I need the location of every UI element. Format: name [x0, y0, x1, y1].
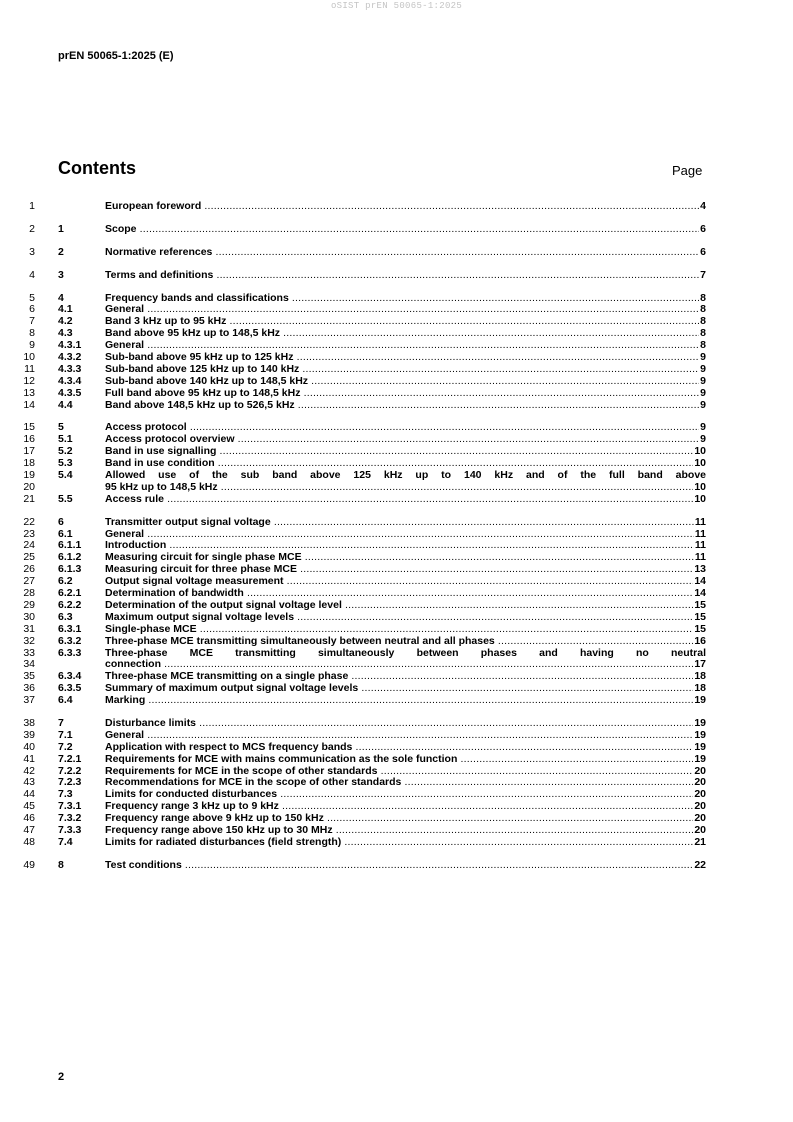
toc-entry[interactable]	[0, 730, 793, 742]
toc-entry[interactable]	[0, 766, 793, 778]
section-number: 6.3.3	[58, 646, 82, 659]
line-number: 34	[23, 658, 35, 671]
page-reference: 6	[700, 222, 706, 235]
page-reference: 10	[694, 457, 706, 470]
document-id: prEN 50065-1:2025 (E)	[58, 50, 174, 62]
toc-entry[interactable]	[0, 316, 793, 328]
section-title: Introduction .....	[105, 540, 706, 552]
section-title: Three-phase MCE transmitting simultaneously between phases and having no neutral	[105, 646, 706, 659]
section-title: Frequency bands and classifications .....	[105, 293, 706, 305]
line-number: 15	[23, 421, 35, 434]
page-reference: 4	[700, 200, 706, 212]
section-number: 4.4	[58, 398, 73, 411]
section-title: Measuring circuit for three phase MCE .....	[105, 564, 706, 576]
section-title: Band in use condition .....	[105, 458, 706, 470]
page-reference: 19	[694, 716, 706, 729]
section-title: Scope .....	[105, 224, 706, 236]
section-number: 6.1.2	[58, 551, 82, 564]
toc-entry[interactable]	[0, 328, 793, 340]
page-reference: 9	[700, 351, 706, 364]
toc-entry[interactable]	[0, 648, 793, 660]
toc-entry[interactable]	[0, 224, 793, 236]
toc-entry[interactable]	[0, 742, 793, 754]
section-number: 7.2	[58, 740, 73, 753]
line-number: 28	[23, 587, 35, 600]
section-title: Sub-band above 125 kHz up to 140 kHz .....	[105, 364, 706, 376]
toc-entry[interactable]	[0, 293, 793, 305]
line-number: 25	[23, 551, 35, 564]
section-title: Band 3 kHz up to 95 kHz .....	[105, 316, 706, 328]
toc-entry[interactable]	[0, 340, 793, 352]
section-number: 3	[58, 268, 64, 281]
section-number: 6.2.2	[58, 598, 82, 611]
line-number: 33	[23, 646, 35, 659]
line-number: 45	[23, 800, 35, 813]
page-reference: 20	[694, 823, 706, 836]
page-reference: 8	[700, 339, 706, 352]
section-title: Output signal voltage measurement .....	[105, 576, 706, 588]
section-number: 4.3.4	[58, 374, 82, 387]
line-number: 16	[23, 433, 35, 446]
section-title: General .....	[105, 529, 706, 541]
toc-entry[interactable]	[0, 400, 793, 412]
section-number: 6.2.1	[58, 587, 82, 600]
toc-entry[interactable]	[0, 552, 793, 564]
page-reference: 9	[700, 421, 706, 434]
section-title: connection .....	[105, 659, 706, 671]
page-reference: 13	[694, 563, 706, 576]
section-title: Test conditions .....	[105, 860, 706, 872]
page-reference: 9	[700, 362, 706, 375]
line-number: 43	[23, 776, 35, 789]
section-number: 5.5	[58, 492, 73, 505]
section-number: 6.4	[58, 694, 73, 707]
line-number: 12	[23, 374, 35, 387]
line-number: 17	[23, 445, 35, 458]
section-title: Frequency range above 150 kHz up to 30 MHz .....	[105, 825, 706, 837]
section-number: 2	[58, 245, 64, 258]
toc-entry[interactable]	[0, 636, 793, 648]
section-number: 4.3.1	[58, 339, 82, 352]
line-number: 44	[23, 788, 35, 801]
page-reference: 15	[694, 622, 706, 635]
toc-entry[interactable]	[0, 860, 793, 872]
section-title: Requirements for MCE in the scope of other standards .....	[105, 766, 706, 778]
page-column-label: Page	[672, 163, 703, 178]
line-number: 32	[23, 634, 35, 647]
line-number: 7	[29, 315, 35, 328]
section-title: Requirements for MCE with mains communication as the sole function .....	[105, 754, 706, 766]
contents-heading: Contents	[58, 158, 136, 178]
section-number: 6.1.1	[58, 539, 82, 552]
section-number: 5.3	[58, 457, 73, 470]
section-number: 8	[58, 858, 64, 871]
section-number: 5.2	[58, 445, 73, 458]
toc-entry[interactable]	[0, 695, 793, 707]
section-title: Sub-band above 95 kHz up to 125 kHz .....	[105, 352, 706, 364]
page-reference: 11	[694, 539, 706, 552]
line-number: 11	[24, 362, 35, 375]
section-number: 4	[58, 291, 64, 304]
toc-entry[interactable]	[0, 304, 793, 316]
section-number: 4.3.3	[58, 362, 82, 375]
section-number: 6.3.5	[58, 682, 82, 695]
toc-entry[interactable]	[0, 446, 793, 458]
toc-entry[interactable]	[0, 470, 793, 482]
section-number: 6	[58, 515, 64, 528]
page-reference: 20	[694, 812, 706, 825]
section-number: 5.4	[58, 469, 73, 482]
line-number: 8	[29, 327, 35, 340]
line-number: 29	[23, 598, 35, 611]
section-number: 6.3	[58, 610, 73, 623]
line-number: 22	[23, 515, 35, 528]
page-reference: 10	[694, 480, 706, 493]
section-title: Maximum output signal voltage levels .....	[105, 612, 706, 624]
page-reference: 10	[694, 492, 706, 505]
line-number: 10	[23, 351, 35, 364]
toc-entry[interactable]	[0, 718, 793, 730]
line-number: 39	[23, 728, 35, 741]
page-reference: 8	[700, 315, 706, 328]
line-number: 49	[23, 858, 35, 871]
toc-entry[interactable]	[0, 529, 793, 541]
section-title: Limits for radiated disturbances (field strength) .....	[105, 837, 706, 849]
toc-entry[interactable]	[0, 376, 793, 388]
section-title: Sub-band above 140 kHz up to 148,5 kHz .....	[105, 376, 706, 388]
toc-entry[interactable]	[0, 352, 793, 364]
page-reference: 21	[694, 835, 706, 848]
section-title: Frequency range 3 kHz up to 9 kHz .....	[105, 801, 706, 813]
section-title: Frequency range above 9 kHz up to 150 kHz .....	[105, 813, 706, 825]
page-reference: 20	[694, 800, 706, 813]
section-title: Full band above 95 kHz up to 148,5 kHz .....	[105, 388, 706, 400]
line-number: 40	[23, 740, 35, 753]
page-reference: 19	[694, 694, 706, 707]
page-reference: 9	[700, 433, 706, 446]
page-reference: 11	[694, 515, 706, 528]
page-reference: 19	[694, 740, 706, 753]
toc-entry[interactable]	[0, 777, 793, 789]
section-number: 7	[58, 716, 64, 729]
page-reference: 8	[700, 291, 706, 304]
section-number: 4.2	[58, 315, 73, 328]
section-title: Single-phase MCE .....	[105, 624, 706, 636]
page-reference: 9	[700, 398, 706, 411]
section-title: Terms and definitions .....	[105, 270, 706, 282]
section-title: Normative references .....	[105, 247, 706, 259]
page-reference: 19	[694, 728, 706, 741]
section-title: 95 kHz up to 148,5 kHz .....	[105, 482, 706, 494]
section-number: 6.1	[58, 527, 73, 540]
section-title: Access protocol overview .....	[105, 434, 706, 446]
section-title: Three-phase MCE transmitting on a single phase .....	[105, 671, 706, 683]
line-number: 31	[23, 622, 35, 635]
section-title: Access rule .....	[105, 494, 706, 506]
section-number: 7.4	[58, 835, 73, 848]
page-reference: 11	[694, 551, 706, 564]
line-number: 3	[29, 245, 35, 258]
section-title: Transmitter output signal voltage .....	[105, 517, 706, 529]
section-number: 6.2	[58, 575, 73, 588]
line-number: 19	[23, 469, 35, 482]
line-number: 4	[29, 268, 35, 281]
section-number: 6.3.2	[58, 634, 82, 647]
toc-entry[interactable]	[0, 683, 793, 695]
line-number: 47	[23, 823, 35, 836]
line-number: 23	[23, 527, 35, 540]
section-title: Determination of bandwidth .....	[105, 588, 706, 600]
page-reference: 16	[694, 634, 706, 647]
page-reference: 8	[700, 327, 706, 340]
section-number: 4.1	[58, 303, 73, 316]
page-reference: 14	[694, 575, 706, 588]
section-title: Recommendations for MCE in the scope of other standards .....	[105, 777, 706, 789]
line-number: 35	[23, 670, 35, 683]
page-reference: 20	[694, 764, 706, 777]
page-reference: 11	[694, 527, 706, 540]
toc-entry[interactable]	[0, 825, 793, 837]
line-number: 41	[23, 752, 35, 765]
line-number: 24	[23, 539, 35, 552]
page-reference: 20	[694, 788, 706, 801]
section-title: General .....	[105, 730, 706, 742]
section-title: Limits for conducted disturbances .....	[105, 789, 706, 801]
section-title: General .....	[105, 304, 706, 316]
page-reference: 20	[694, 776, 706, 789]
page-reference: 22	[694, 858, 706, 871]
line-number: 2	[29, 222, 35, 235]
toc-entry[interactable]	[0, 659, 793, 671]
section-number: 7.2.2	[58, 764, 82, 777]
page-reference: 8	[700, 303, 706, 316]
section-title: Allowed use of the sub band above 125 kHz up to 140 kHz and of the full band above	[105, 469, 706, 482]
line-number: 18	[23, 457, 35, 470]
section-number: 5.1	[58, 433, 73, 446]
section-number: 6.1.3	[58, 563, 82, 576]
toc-entry[interactable]	[0, 517, 793, 529]
line-number: 9	[29, 339, 35, 352]
toc-entry[interactable]	[0, 201, 793, 213]
table-of-contents	[0, 201, 793, 872]
section-title: Marking .....	[105, 695, 706, 707]
page-reference: 15	[694, 598, 706, 611]
line-number: 38	[23, 716, 35, 729]
line-number: 6	[29, 303, 35, 316]
toc-entry[interactable]	[0, 837, 793, 849]
toc-entry[interactable]	[0, 564, 793, 576]
section-number: 6.3.1	[58, 622, 82, 635]
toc-entry[interactable]	[0, 576, 793, 588]
line-number: 27	[23, 575, 35, 588]
section-number: 4.3	[58, 327, 73, 340]
toc-entry[interactable]	[0, 247, 793, 259]
page-reference: 19	[694, 752, 706, 765]
section-number: 7.3.1	[58, 800, 82, 813]
toc-entry[interactable]	[0, 422, 793, 434]
line-number: 5	[29, 291, 35, 304]
page-reference: 6	[700, 245, 706, 258]
toc-entry[interactable]	[0, 789, 793, 801]
page-reference: 18	[694, 670, 706, 683]
line-number: 30	[23, 610, 35, 623]
section-number: 5	[58, 421, 64, 434]
page-reference: 9	[700, 386, 706, 399]
section-title: Band in use signalling .....	[105, 446, 706, 458]
section-title: Band above 148,5 kHz up to 526,5 kHz .....	[105, 400, 706, 412]
section-number: 4.3.2	[58, 351, 82, 364]
section-title: Application with respect to MCS frequency bands .....	[105, 742, 706, 754]
section-title: General .....	[105, 340, 706, 352]
line-number: 48	[23, 835, 35, 848]
toc-entry[interactable]	[0, 813, 793, 825]
line-number: 46	[23, 812, 35, 825]
page-reference: 15	[694, 610, 706, 623]
toc-entry[interactable]	[0, 388, 793, 400]
section-title: European foreword .....	[105, 201, 706, 213]
toc-entry[interactable]	[0, 624, 793, 636]
section-title: Disturbance limits .....	[105, 718, 706, 730]
page-reference: 18	[694, 682, 706, 695]
page-reference: 17	[694, 658, 706, 671]
line-number: 20	[23, 480, 35, 493]
page-reference: 10	[694, 445, 706, 458]
toc-entry[interactable]	[0, 612, 793, 624]
toc-entry[interactable]	[0, 482, 793, 494]
toc-entry[interactable]	[0, 754, 793, 766]
section-title: Band above 95 kHz up to 148,5 kHz .....	[105, 328, 706, 340]
section-number: 7.2.1	[58, 752, 82, 765]
section-number: 7.2.3	[58, 776, 82, 789]
section-title: Three-phase MCE transmitting simultaneously between neutral and all phases .....	[105, 636, 706, 648]
toc-entry[interactable]	[0, 588, 793, 600]
section-title: Measuring circuit for single phase MCE .....	[105, 552, 706, 564]
line-number: 21	[23, 492, 35, 505]
section-title: Determination of the output signal voltage level .....	[105, 600, 706, 612]
line-number: 1	[29, 200, 35, 212]
line-number: 14	[23, 398, 35, 411]
section-number: 7.3	[58, 788, 73, 801]
page-reference: 9	[700, 374, 706, 387]
watermark: oSIST prEN 50065-1:2025	[330, 1, 463, 11]
line-number: 37	[23, 694, 35, 707]
section-number: 1	[58, 222, 64, 235]
line-number: 13	[23, 386, 35, 399]
line-number: 36	[23, 682, 35, 695]
toc-entry[interactable]	[0, 671, 793, 683]
toc-entry[interactable]	[0, 801, 793, 813]
page-reference: 14	[694, 587, 706, 600]
section-number: 7.3.2	[58, 812, 82, 825]
section-title: Summary of maximum output signal voltage levels .....	[105, 683, 706, 695]
toc-entry[interactable]	[0, 270, 793, 282]
line-number: 42	[23, 764, 35, 777]
toc-entry[interactable]	[0, 540, 793, 552]
page-reference: 7	[700, 268, 706, 281]
section-number: 4.3.5	[58, 386, 82, 399]
section-title: Access protocol .....	[105, 422, 706, 434]
line-number: 26	[23, 563, 35, 576]
section-number: 7.3.3	[58, 823, 82, 836]
section-number: 7.1	[58, 728, 73, 741]
toc-entry[interactable]	[0, 364, 793, 376]
toc-entry[interactable]	[0, 600, 793, 612]
toc-entry[interactable]	[0, 434, 793, 446]
toc-entry[interactable]	[0, 494, 793, 506]
section-number: 6.3.4	[58, 670, 82, 683]
page-number: 2	[58, 1071, 65, 1083]
